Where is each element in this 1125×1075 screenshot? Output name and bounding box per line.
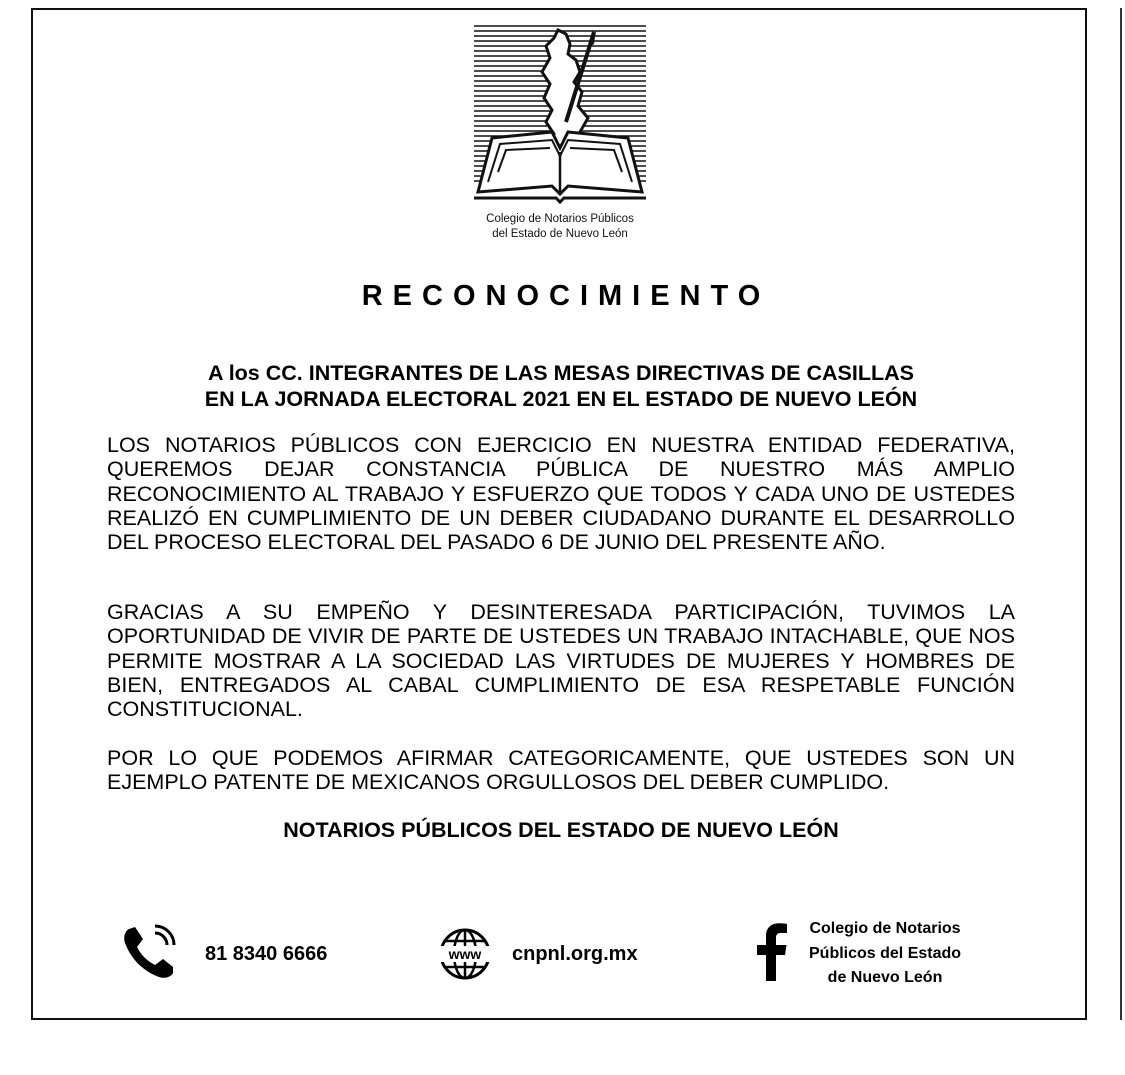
phone-number: 81 8340 6666: [205, 943, 328, 965]
globe-www-text: www: [448, 946, 482, 962]
facebook-icon: [757, 923, 787, 981]
paragraph-1: LOS NOTARIOS PÚBLICOS CON EJERCICIO EN NUESTRA ENTIDAD FEDERATIVA, QUEREMOS DEJAR CONSTANCIA PÚBLICA DE NUESTRO MÁS AMPLIO RECONOCIMIENTO AL TRABAJO Y ESFUERZO QUE TODOS Y CADA UNO DE USTEDES REALIZÓ EN CUMPLIMIENTO DE UN DEBER CIUDADANO DURANTE EL DESARROLLO DEL PROCESO ELECTORAL DEL PASADO 6 DE JUNIO DEL PRESENTE AÑO.: [107, 433, 1015, 555]
signature: NOTARIOS PÚBLICOS DEL ESTADO DE NUEVO LEÓN: [283, 818, 839, 842]
facebook-line3: de Nuevo León: [827, 969, 943, 986]
logo-caption-line2: del Estado de Nuevo León: [492, 228, 628, 240]
contact-website: [438, 905, 698, 995]
subtitle-line2: EN LA JORNADA ELECTORAL 2021 EN EL ESTADO DE NUEVO LEÓN: [204, 387, 918, 411]
facebook-line2: Públicos del Estado: [809, 944, 962, 962]
contact-facebook: [753, 905, 1033, 995]
notary-college-logo: [470, 22, 650, 240]
paragraph-3: POR LO QUE PODEMOS AFIRMAR CATEGORICAMENTE, QUE USTEDES SON UN EJEMPLO PATENTE DE MEXICANOS ORGULLOSOS DEL DEBER CUMPLIDO.: [107, 746, 1015, 795]
adjacent-page-edge: [1120, 8, 1122, 1020]
contact-phone: [121, 905, 381, 995]
facebook-page-name: [809, 917, 961, 991]
logo-caption: [470, 212, 650, 242]
facebook-line1: Colegio de Notarios: [809, 920, 961, 937]
logo-caption-line1: Colegio de Notarios Públicos: [486, 213, 634, 225]
globe-www-icon: [438, 927, 492, 981]
announcement-frame: [31, 8, 1087, 1020]
document-title: RECONOCIMIENTO: [361, 280, 771, 312]
subtitle-line1: A los CC. INTEGRANTES DE LAS MESAS DIRECTIVAS DE CASILLAS: [208, 361, 914, 385]
phone-icon: [121, 923, 177, 981]
logo-emblem-icon: [470, 22, 650, 207]
document-subtitle: [33, 360, 1089, 412]
paragraph-2: GRACIAS A SU EMPEÑO Y DESINTERESADA PARTICIPACIÓN, TUVIMOS LA OPORTUNIDAD DE VIVIR DE PARTE DE USTEDES UN TRABAJO INTACHABLE, QUE NOS PERMITE MOSTRAR A LA SOCIEDAD LAS VIRTUDES DE MUJERES Y HOMBRES DE BIEN, ENTREGADOS AL CABAL CUMPLIMIENTO DE ESA RESPETABLE FUNCIÓN CONSTITUCIONAL.: [107, 600, 1015, 722]
website-url: cnpnl.org.mx: [512, 943, 638, 965]
